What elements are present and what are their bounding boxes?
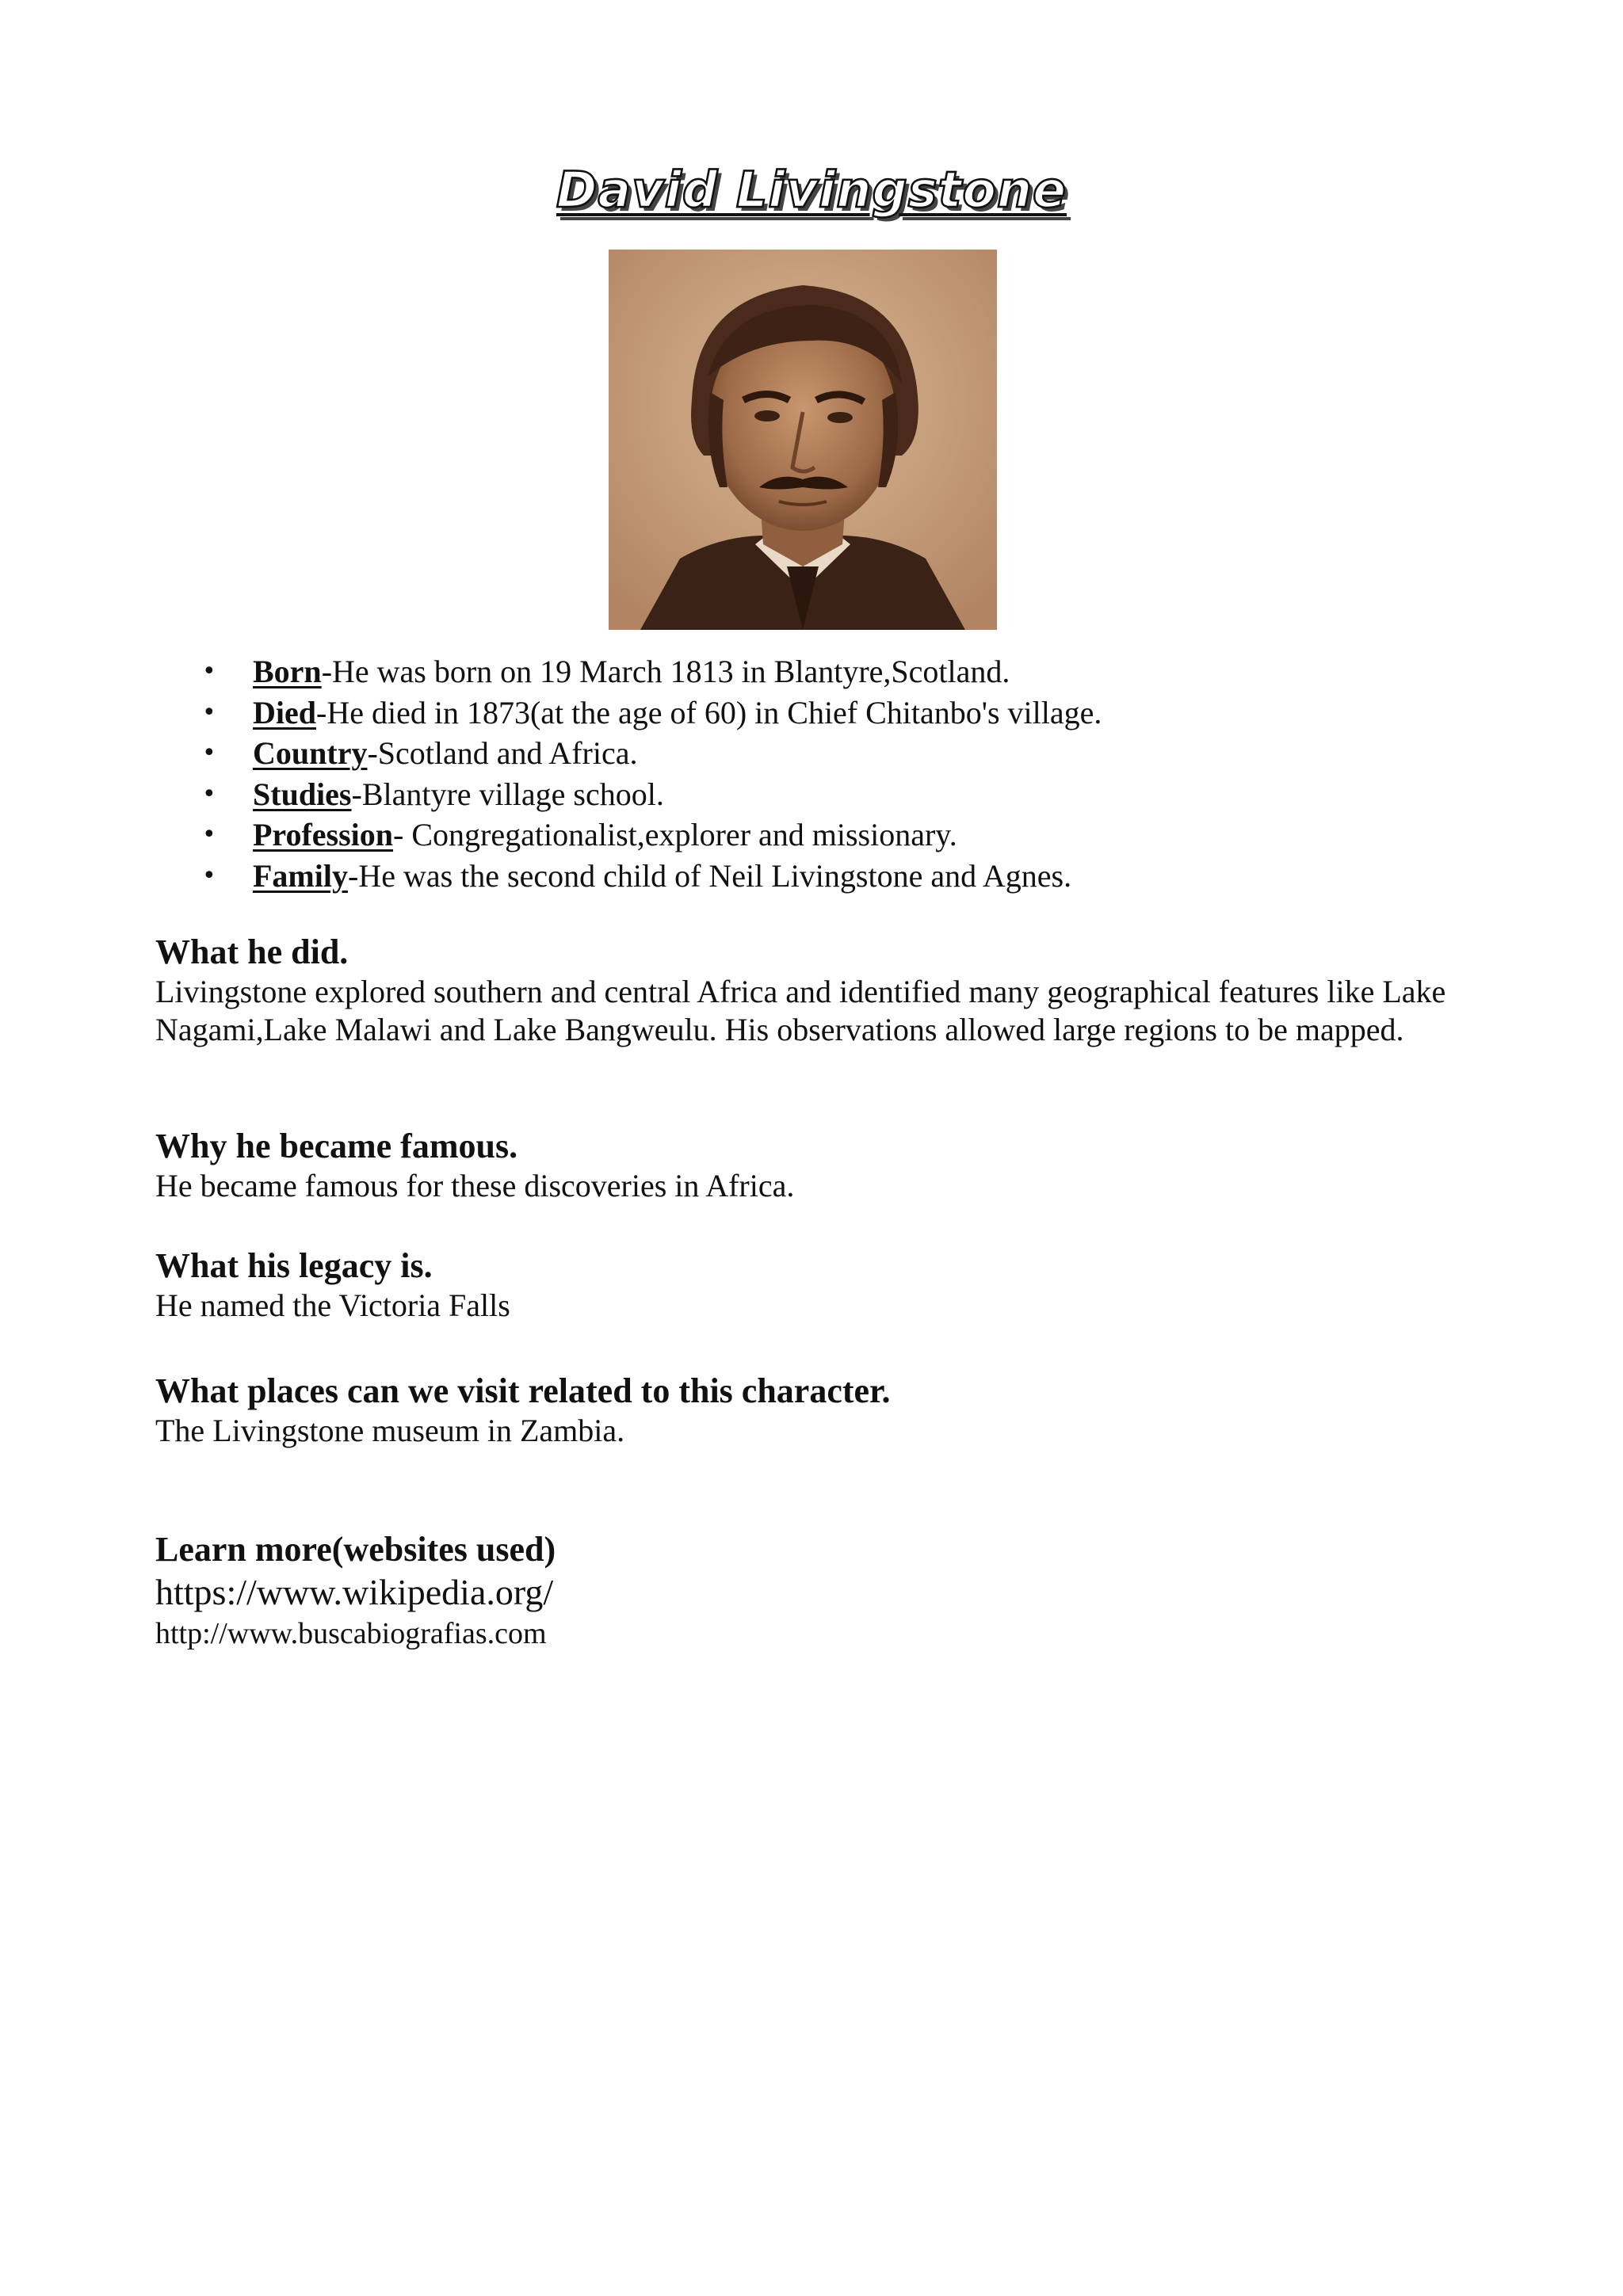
section-heading: What his legacy is. (155, 1246, 433, 1285)
fact-key: Studies (253, 776, 352, 812)
fact-text: -Scotland and Africa. (367, 735, 638, 771)
fact-key: Born (253, 654, 322, 689)
website-link-wikipedia[interactable]: https://www.wikipedia.org/ (155, 1572, 554, 1612)
section-body: He became famous for these discoveries in Africa. (155, 1168, 795, 1203)
section-what-he-did (155, 932, 1471, 1049)
fact-item-born (202, 651, 1102, 692)
section-heading: Learn more(websites used) (155, 1530, 556, 1569)
fact-key: Family (253, 857, 348, 894)
section-body: He named the Victoria Falls (155, 1287, 510, 1323)
section-legacy (155, 1245, 1471, 1325)
fact-item-died (202, 692, 1102, 734)
section-heading: Why he became famous. (155, 1127, 518, 1165)
page-title: David Livingstone (556, 161, 1067, 219)
bullet-icon: • (202, 861, 216, 890)
fact-key: Died (253, 694, 316, 730)
section-why-famous (155, 1126, 1471, 1205)
bullet-icon: • (202, 780, 216, 808)
section-places (155, 1371, 1471, 1450)
fact-item-country (202, 733, 1102, 774)
fact-key: Profession (253, 817, 394, 852)
bullet-icon: • (202, 821, 216, 849)
section-heading: What places can we visit related to this character. (155, 1371, 891, 1410)
section-body: Livingstone explored southern and central Africa and identified many geographical features like Lake Nagami,Lake Malawi and Lake Bangweulu. His observations allowed large regions to be mapped. (155, 974, 1446, 1047)
fact-item-family (202, 856, 1102, 897)
fact-text: -He died in 1873(at the age of 60) in Chief Chitanbo's village. (316, 694, 1102, 730)
fact-text: - Congregationalist,explorer and missionary. (393, 817, 957, 852)
section-heading: What he did. (155, 933, 349, 971)
fact-item-profession (202, 814, 1102, 856)
bullet-icon: • (202, 698, 216, 727)
fact-text: -He was born on 19 March 1813 in Blantyre,Scotland. (321, 654, 1010, 689)
bullet-icon: • (202, 658, 216, 685)
website-link-buscabiografias[interactable]: http://www.buscabiografias.com (155, 1617, 547, 1650)
fact-item-studies (202, 774, 1102, 815)
bullet-icon: • (202, 739, 216, 767)
section-learn-more (155, 1529, 1471, 1653)
facts-list (202, 651, 1102, 896)
section-body: The Livingstone museum in Zambia. (155, 1413, 625, 1448)
fact-text: -He was the second child of Neil Livingstone and Agnes. (347, 857, 1072, 894)
portrait-image (609, 250, 997, 630)
fact-text: -Blantyre village school. (351, 776, 664, 812)
fact-key: Country (253, 735, 368, 771)
